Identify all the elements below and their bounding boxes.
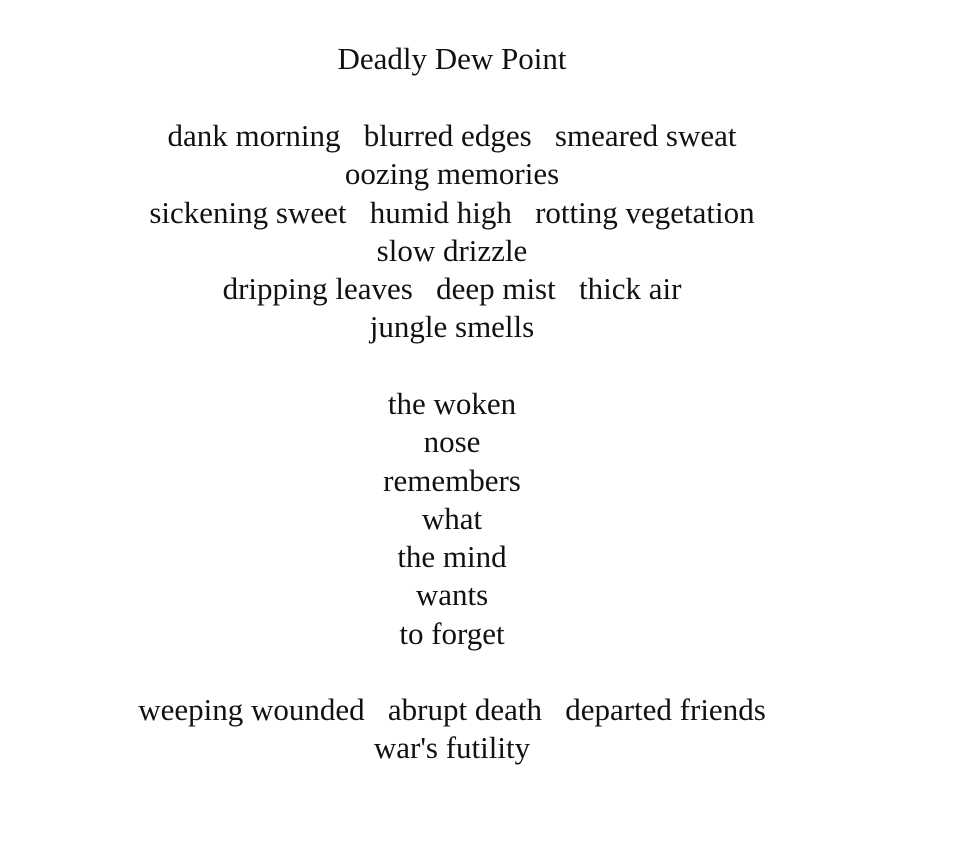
poem-line: the woken [387, 386, 517, 421]
stanza [0, 117, 904, 347]
poem-line: slow drizzle [376, 232, 528, 268]
stanza [0, 385, 904, 653]
poem-line: wants [415, 577, 489, 613]
poem-line: dripping leaves deep mist thick air [222, 271, 682, 307]
stanza [0, 691, 904, 768]
poem-line: to forget [399, 615, 505, 651]
poem-title: Deadly Dew Point [337, 41, 567, 76]
poem-line: dank morning blurred edges smeared sweat [167, 118, 737, 153]
poem-line: oozing memories [344, 156, 560, 192]
poem-line: weeping wounded abrupt death departed friends [138, 692, 766, 727]
poem-line: sickening sweet humid high rotting vegetation [149, 194, 755, 230]
poem-line: war's futility [373, 730, 531, 766]
poem-line: the mind [397, 539, 507, 575]
poem-line: jungle smells [369, 309, 535, 345]
poem-line: nose [423, 424, 481, 460]
poem-line: what [421, 500, 483, 536]
poem-line: remembers [383, 462, 521, 498]
